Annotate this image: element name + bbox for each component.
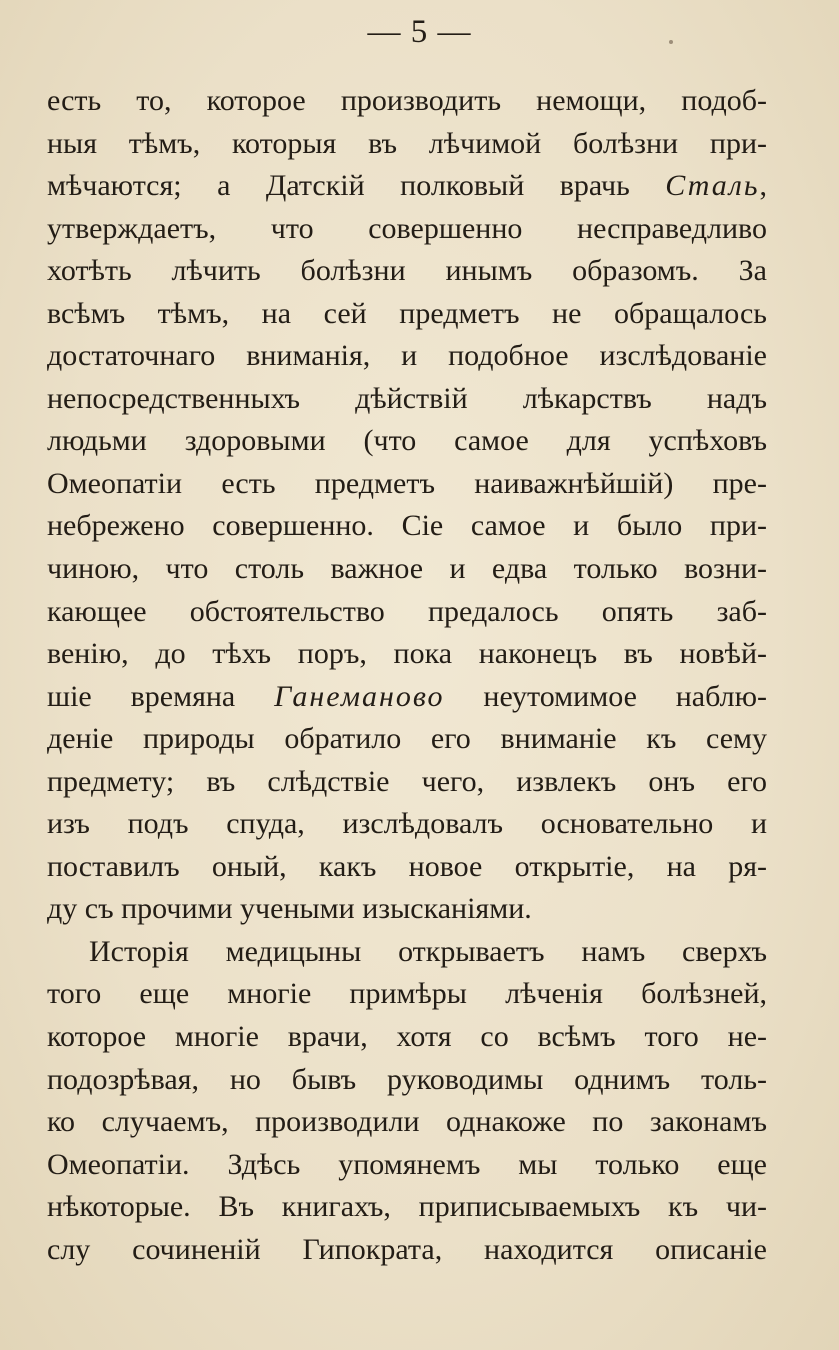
- text-line: небрежено совершенно. Сіе самое и было при-: [47, 509, 767, 543]
- text-line: подозрѣвая, но бывъ руководимы однимъ толь-: [47, 1062, 767, 1096]
- text-line: людьми здоровыми (что самое для успѣховъ: [47, 424, 767, 458]
- text-line: [47, 676, 767, 719]
- text-run: ,: [759, 169, 767, 203]
- text-line: ко случаемъ, производили однакоже по законамъ: [47, 1105, 767, 1139]
- text-line: есть то, которое производить немощи, подоб-: [47, 84, 767, 117]
- page-number: — 5 —: [367, 14, 472, 50]
- italic-name-ganemanovo: Ганеманово: [274, 679, 445, 713]
- text-line: достаточнаго вниманія, и подобное изслѣдованіе: [47, 339, 767, 373]
- text-line: предмету; въ слѣдствіе чего, извлекъ онъ его: [47, 764, 767, 798]
- text-line: слу сочиненій Гипократа, находится описаніе: [47, 1232, 767, 1266]
- text-line: венію, до тѣхъ поръ, пока наконецъ въ новѣй-: [47, 637, 767, 671]
- text-line: Омеопатіи есть предметъ наиважнѣйшій) пре-: [47, 466, 767, 500]
- text-line: кающее обстоятельство предалось опять заб-: [47, 594, 767, 628]
- text-line: Омеопатіи. Здѣсь упомянемъ мы только еще: [47, 1147, 767, 1181]
- text-line: хотѣть лѣчить болѣзни инымъ образомъ. За: [47, 254, 767, 288]
- text-line: непосредственныхъ дѣйствій лѣкарствъ надъ: [47, 381, 767, 415]
- text-run: мѣчаются; а Датскій полковый врачь: [47, 169, 666, 203]
- text-line: [47, 165, 767, 208]
- text-line: поставилъ оный, какъ новое открытіе, на ря-: [47, 849, 767, 883]
- paragraph-first-line: Исторія медицыны открываетъ намъ сверхъ: [89, 934, 767, 968]
- text-line: деніе природы обратило его вниманіе къ сему: [47, 722, 767, 756]
- text-run: шіе времяна: [47, 679, 275, 713]
- text-line: которое многіе врачи, хотя со всѣмъ того не-: [47, 1020, 767, 1054]
- paragraph-last-line: ду съ прочими учеными изысканіями.: [47, 892, 532, 926]
- text-run: неутомимое наблю-: [444, 679, 767, 713]
- text-line: всѣмъ тѣмъ, на сей предметъ не обращалось: [47, 296, 767, 330]
- text-line: нѣкоторые. Въ книгахъ, приписываемыхъ къ чи-: [47, 1190, 767, 1224]
- text-line: того еще многіе примѣры лѣченія болѣзней,: [47, 977, 767, 1011]
- text-line: ныя тѣмъ, которыя въ лѣчимой болѣзни при-: [47, 126, 767, 160]
- text-line: утверждаетъ, что совершенно несправедливо: [47, 211, 767, 245]
- text-line: чиною, что столь важное и едва только возни-: [47, 552, 767, 586]
- body-text: [47, 80, 767, 1271]
- italic-name-stal: Сталь: [665, 169, 760, 203]
- text-line: изъ подъ спуда, изслѣдовалъ основательно и: [47, 807, 767, 841]
- paper-speck: [669, 40, 673, 44]
